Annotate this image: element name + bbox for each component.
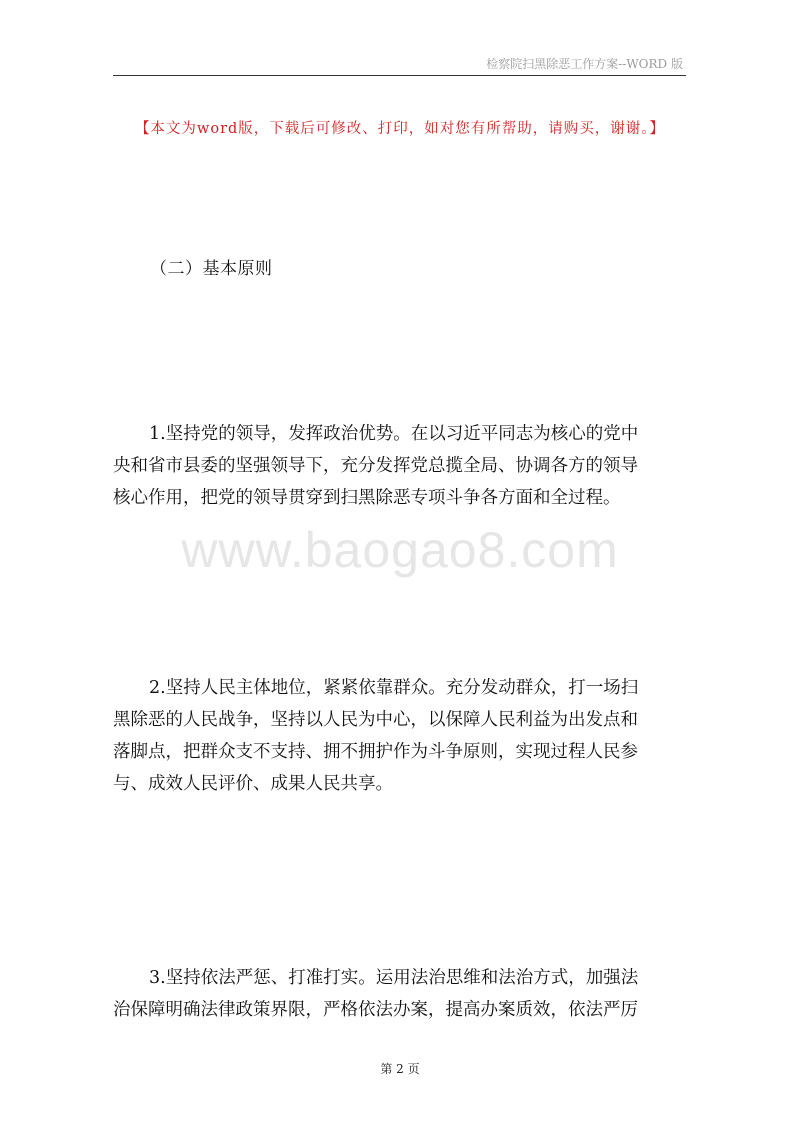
page-header (113, 50, 686, 76)
paragraph-line: 黑除恶的人民战争，坚持以人民为中心，以保障人民利益为出发点和 (113, 710, 638, 730)
paragraph-line: 与、成效人民评价、成果人民共享。 (113, 774, 393, 794)
paragraph-3 (113, 962, 693, 1026)
section-title: （二）基本原则 (150, 259, 273, 279)
watermark-text: www.baogao8.com (181, 522, 619, 578)
header-title: 检察院扫黑除恶工作方案--WORD 版 (486, 57, 683, 71)
paragraph-line: 3.坚持依法严惩、打准打实。运用法治思维和法治方式，加强法 (149, 968, 639, 988)
paragraph-line: 核心作用，把党的领导贯穿到扫黑除恶专项斗争各方面和全过程。 (113, 488, 621, 508)
paragraph-2 (113, 672, 693, 800)
page-number: 第 2 页 (380, 1062, 420, 1076)
paragraph-line: 1.坚持党的领导，发挥政治优势。在以习近平同志为核心的党中 (149, 424, 639, 444)
notice-text: 【本文为word版，下载后可修改、打印，如对您有所帮助，请购买，谢谢。】 (134, 121, 666, 137)
paragraph-line: 落脚点，把群众支不支持、拥不拥护作为斗争原则，实现过程人民参 (113, 742, 638, 762)
paragraph-line: 治保障明确法律政策界限，严格依法办案，提高办案质效，依法严厉 (113, 1000, 638, 1020)
paragraph-1 (113, 418, 693, 514)
paragraph-line: 2.坚持人民主体地位，紧紧依靠群众。充分发动群众，打一场扫 (149, 678, 639, 698)
paragraph-line: 央和省市县委的坚强领导下，充分发挥党总揽全局、协调各方的领导 (113, 456, 638, 476)
